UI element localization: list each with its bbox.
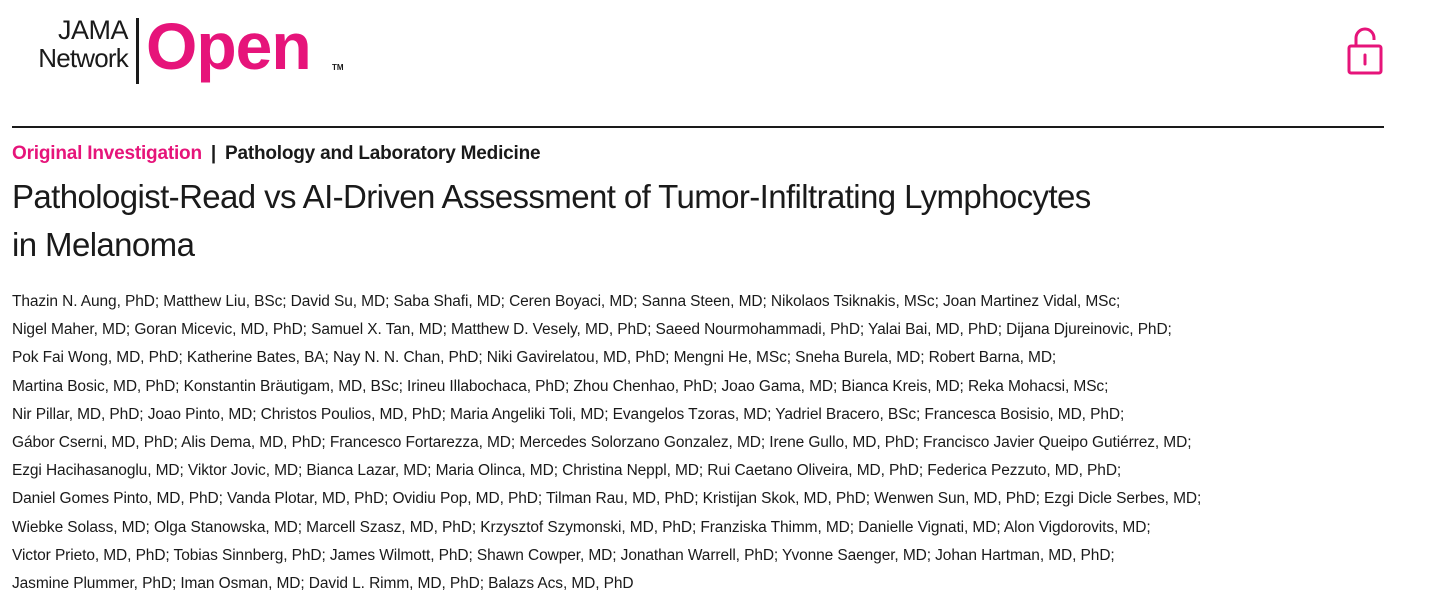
author-line: Daniel Gomes Pinto, MD, PhD; Vanda Plotar, MD, PhD; Ovidiu Pop, MD, PhD; Tilman Rau, MD, PhD; Kristijan Skok, MD, PhD; Wenwen Sun, MD, PhD; Ezgi Dicle Serbes, MD;	[12, 490, 1202, 508]
author-line: Nir Pillar, MD, PhD; Joao Pinto, MD; Christos Poulios, MD, PhD; Maria Angeliki Toli, MD; Evangelos Tzoras, MD; Yadriel Bracero, BSc; Francesca Bosisio, MD, PhD;	[12, 405, 1125, 423]
article-title-line: in Melanoma	[12, 226, 195, 263]
article-title-line: Pathologist-Read vs AI-Driven Assessment of Tumor-Infiltrating Lymphocytes	[12, 178, 1091, 215]
article-subject-label: Pathology and Laboratory Medicine	[224, 143, 541, 164]
article-title	[12, 173, 1372, 269]
author-line: Martina Bosic, MD, PhD; Konstantin Bräutigam, MD, BSc; Irineu Illabochaca, PhD; Zhou Chenhao, PhD; Joao Gama, MD; Bianca Kreis, MD; Reka Mohacsi, MSc;	[12, 377, 1109, 395]
logo-network-text: Network	[38, 43, 128, 73]
author-line: Wiebke Solass, MD; Olga Stanowska, MD; Marcell Szasz, MD, PhD; Krzysztof Szymonski, MD, PhD; Franziska Thimm, MD; Danielle Vignati, MD; Alon Vigdorovits, MD;	[12, 518, 1151, 536]
author-line: Thazin N. Aung, PhD; Matthew Liu, BSc; David Su, MD; Saba Shafi, MD; Ceren Boyaci, MD; Sanna Steen, MD; Nikolaos Tsiknakis, MSc; Joan Martinez Vidal, MSc;	[12, 293, 1121, 310]
open-access-lock-icon	[1346, 24, 1384, 76]
header-rule	[12, 126, 1384, 128]
logo-open-text: Open	[146, 9, 311, 83]
logo-jama-text: JAMA	[57, 15, 128, 45]
author-line: Gábor Cserni, MD, PhD; Alis Dema, MD, PhD; Francesco Fortarezza, MD; Mercedes Solorzano Gonzalez, MD; Irene Gullo, MD, PhD; Francisco Javier Queipo Gutiérrez, MD;	[12, 434, 1192, 452]
author-line: Nigel Maher, MD; Goran Micevic, MD, PhD; Samuel X. Tan, MD; Matthew D. Vesely, MD, PhD; Saeed Nourmohammadi, PhD; Yalai Bai, MD, PhD; Dijana Djureinovic, PhD;	[12, 321, 1172, 339]
article-kicker	[12, 141, 540, 167]
author-line: Pok Fai Wong, MD, PhD; Katherine Bates, BA; Nay N. N. Chan, PhD; Niki Gavirelatou, MD, PhD; Mengni He, MSc; Sneha Burela, MD; Robert Barna, MD;	[12, 349, 1057, 367]
author-list	[12, 288, 1432, 598]
journal-header	[0, 0, 1453, 126]
kicker-separator: |	[210, 143, 216, 164]
author-line: Jasmine Plummer, PhD; Iman Osman, MD; David L. Rimm, MD, PhD; Balazs Acs, MD, PhD	[12, 575, 634, 593]
author-line: Ezgi Hacihasanoglu, MD; Viktor Jovic, MD; Bianca Lazar, MD; Maria Olinca, MD; Christina Neppl, MD; Rui Caetano Oliveira, MD, PhD; Federica Pezzuto, MD, PhD;	[12, 462, 1122, 480]
article-type-label: Original Investigation	[12, 143, 202, 164]
logo-trademark: TM	[332, 63, 344, 72]
logo-divider	[136, 18, 139, 84]
author-line: Victor Prieto, MD, PhD; Tobias Sinnberg, PhD; James Wilmott, PhD; Shawn Cowper, MD; Jonathan Warrell, PhD; Yvonne Saenger, MD; Johan Hartman, MD, PhD;	[12, 546, 1115, 564]
